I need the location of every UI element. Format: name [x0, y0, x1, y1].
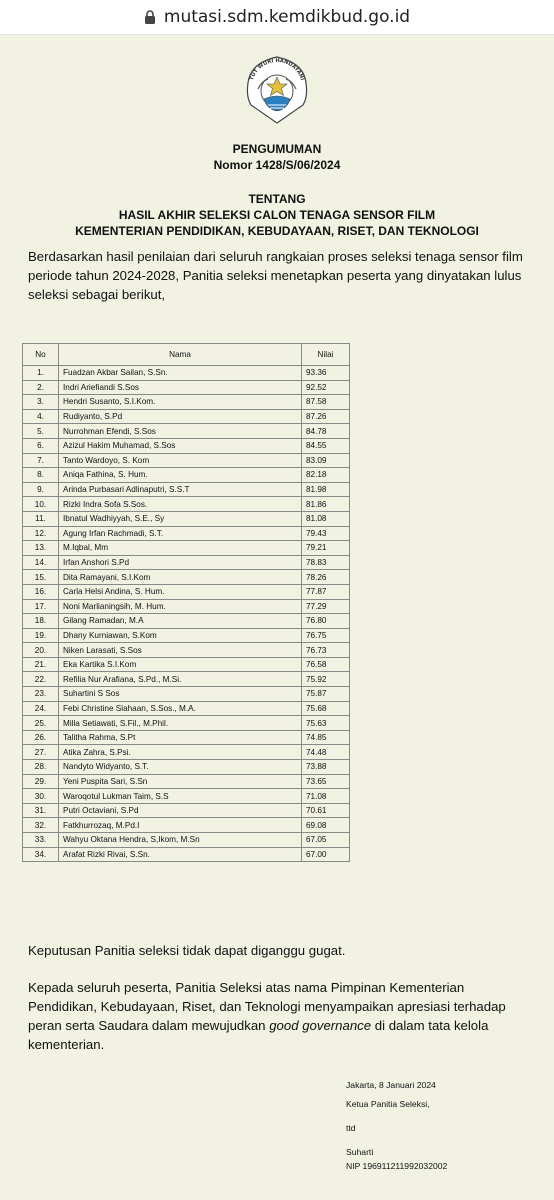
signature-place-date: Jakarta, 8 Januari 2024: [346, 1080, 436, 1090]
intro-paragraph: [28, 247, 528, 304]
table-row: [23, 760, 350, 775]
row-nama: Carla Helsi Andina, S. Hum.: [59, 584, 302, 599]
results-table-body: [23, 366, 350, 862]
row-nama: Dita Ramayani, S.I.Kom: [59, 570, 302, 585]
table-row: [23, 438, 350, 453]
table-header-row: [23, 344, 350, 366]
table-row: [23, 643, 350, 658]
row-no: 33.: [23, 833, 59, 848]
announcement-document: [0, 35, 554, 1200]
table-row: [23, 716, 350, 731]
row-nama: Suhartini S Sos: [59, 687, 302, 702]
row-no: 19.: [23, 628, 59, 643]
row-no: 30.: [23, 789, 59, 804]
announcement-title: PENGUMUMAN: [232, 142, 322, 156]
closing-line-3-start: peran serta Saudara dalam mewujudkan: [28, 1018, 270, 1033]
table-row: [23, 730, 350, 745]
row-nama: Rudiyanto, S.Pd: [59, 409, 302, 424]
row-nama: Refilia Nur Arafiana, S.Pd., M.Si.: [59, 672, 302, 687]
row-nilai: 92.52: [302, 380, 350, 395]
row-no: 2.: [23, 380, 59, 395]
row-no: 4.: [23, 409, 59, 424]
table-row: [23, 847, 350, 862]
table-row: [23, 526, 350, 541]
row-nilai: 73.65: [302, 774, 350, 789]
header-nilai: Nilai: [302, 344, 350, 366]
row-nama: Agung Irfan Rachmadi, S.T.: [59, 526, 302, 541]
row-nilai: 77.87: [302, 584, 350, 599]
row-no: 27.: [23, 745, 59, 760]
signature-name: Suharti: [346, 1147, 374, 1157]
table-row: [23, 380, 350, 395]
row-nama: Azizul Hakim Muhamad, S.Sos: [59, 438, 302, 453]
row-nama: Febi Christine Siahaan, S.Sos., M.A.: [59, 701, 302, 716]
row-nilai: 71.08: [302, 789, 350, 804]
url-text: mutasi.sdm.kemdikbud.go.id: [163, 7, 411, 27]
row-nama: Noni Marlianingsih, M. Hum.: [59, 599, 302, 614]
row-nilai: 75.68: [302, 701, 350, 716]
row-nilai: 77.29: [302, 599, 350, 614]
table-row: [23, 395, 350, 410]
row-no: 1.: [23, 366, 59, 381]
row-no: 29.: [23, 774, 59, 789]
row-nama: Niken Larasati, S.Sos: [59, 643, 302, 658]
table-row: [23, 701, 350, 716]
intro-line-1: Berdasarkan hasil penilaian dari seluruh rangkaian proses seleksi tenaga sensor film: [28, 249, 523, 264]
row-nama: Rizki Indra Sofa S.Sos.: [59, 497, 302, 512]
row-nilai: 75.92: [302, 672, 350, 687]
row-nama: Talitha Rahma, S.Pt: [59, 730, 302, 745]
row-no: 7.: [23, 453, 59, 468]
row-no: 26.: [23, 730, 59, 745]
closing-line-2: Pendidikan, Kebudayaan, Riset, dan Teknologi menyampaikan apresiasi terhadap: [28, 999, 506, 1014]
lock-icon: [144, 10, 156, 24]
table-row: [23, 745, 350, 760]
subject-block: [0, 191, 554, 239]
closing-line-3: [28, 1016, 528, 1035]
table-row: [23, 803, 350, 818]
row-no: 11.: [23, 511, 59, 526]
table-row: [23, 833, 350, 848]
good-governance-italic: good governance: [269, 1018, 372, 1033]
row-nilai: 74.85: [302, 730, 350, 745]
table-row: [23, 497, 350, 512]
row-nilai: 75.87: [302, 687, 350, 702]
row-nilai: 84.78: [302, 424, 350, 439]
row-nilai: 93.36: [302, 366, 350, 381]
row-no: 3.: [23, 395, 59, 410]
table-row: [23, 541, 350, 556]
table-row: [23, 570, 350, 585]
row-no: 31.: [23, 803, 59, 818]
row-nama: M.Iqbal, Mm: [59, 541, 302, 556]
row-no: 20.: [23, 643, 59, 658]
row-no: 12.: [23, 526, 59, 541]
row-no: 32.: [23, 818, 59, 833]
row-nilai: 81.86: [302, 497, 350, 512]
row-nilai: 87.58: [302, 395, 350, 410]
row-nilai: 81.98: [302, 482, 350, 497]
table-row: [23, 599, 350, 614]
row-nilai: 76.75: [302, 628, 350, 643]
table-row: [23, 584, 350, 599]
row-no: 21.: [23, 657, 59, 672]
table-row: [23, 424, 350, 439]
row-no: 9.: [23, 482, 59, 497]
logo-text: TUT WURI HANDAYANI: [249, 57, 305, 82]
row-nama: Nurrohman Efendi, S.Sos: [59, 424, 302, 439]
closing-line-4: kementerian.: [28, 1037, 105, 1052]
row-nilai: 82.18: [302, 468, 350, 483]
row-nilai: 74.48: [302, 745, 350, 760]
row-nama: Milla Setiawati, S.Fil., M.Phil.: [59, 716, 302, 731]
row-nama: Yeni Puspita Sari, S.Sn: [59, 774, 302, 789]
table-row: [23, 555, 350, 570]
intro-line-2: periode tahun 2024-2028, Panitia seleksi menetapkan peserta yang dinyatakan lulus: [28, 268, 522, 283]
row-nilai: 76.58: [302, 657, 350, 672]
row-nama: Nandyto Widyanto, S.T.: [59, 760, 302, 775]
row-nilai: 75.63: [302, 716, 350, 731]
row-no: 34.: [23, 847, 59, 862]
row-nama: Gilang Ramadan, M.A: [59, 614, 302, 629]
row-no: 5.: [23, 424, 59, 439]
row-nilai: 79.43: [302, 526, 350, 541]
row-nama: Indri Ariefiandi S.Sos: [59, 380, 302, 395]
header-no: No: [23, 344, 59, 366]
row-nilai: 83.09: [302, 453, 350, 468]
closing-line-3-end: di dalam tata kelola: [371, 1018, 489, 1033]
row-nilai: 78.26: [302, 570, 350, 585]
row-nama: Ibnatul Wadhiyyah, S.E., Sy: [59, 511, 302, 526]
row-nama: Putri Octaviani, S.Pd: [59, 803, 302, 818]
row-no: 22.: [23, 672, 59, 687]
table-row: [23, 453, 350, 468]
table-row: [23, 409, 350, 424]
row-nama: Tanto Wardoyo, S. Kom: [59, 453, 302, 468]
row-nama: Dhany Kurniawan, S.Kom: [59, 628, 302, 643]
row-no: 25.: [23, 716, 59, 731]
row-no: 10.: [23, 497, 59, 512]
row-no: 18.: [23, 614, 59, 629]
row-nilai: 79.21: [302, 541, 350, 556]
closing-line-1: Kepada seluruh peserta, Panitia Seleksi atas nama Pimpinan Kementerian: [28, 980, 465, 995]
row-nilai: 81.08: [302, 511, 350, 526]
table-row: [23, 366, 350, 381]
row-nilai: 67.05: [302, 833, 350, 848]
row-no: 8.: [23, 468, 59, 483]
row-nama: Aniqa Fathina, S. Hum.: [59, 468, 302, 483]
row-nama: Hendri Susanto, S.I.Kom.: [59, 395, 302, 410]
decision-paragraph: Keputusan Panitia seleksi tidak dapat diganggu gugat.: [28, 943, 346, 958]
table-row: [23, 687, 350, 702]
table-row: [23, 774, 350, 789]
row-no: 13.: [23, 541, 59, 556]
row-nama: Fuadzan Akbar Sailan, S.Sn.: [59, 366, 302, 381]
table-row: [23, 468, 350, 483]
header-nama: Nama: [59, 344, 302, 366]
intro-line-3: seleksi sebagai berikut,: [28, 287, 166, 302]
row-nilai: 76.73: [302, 643, 350, 658]
row-no: 17.: [23, 599, 59, 614]
row-nama: Fatkhurrozaq, M.Pd.I: [59, 818, 302, 833]
closing-paragraph: [28, 978, 528, 1054]
row-nilai: 76.80: [302, 614, 350, 629]
row-nama: Arafat Rizki Rivai, S.Sn.: [59, 847, 302, 862]
announcement-title-block: [0, 141, 554, 173]
table-row: [23, 672, 350, 687]
table-row: [23, 511, 350, 526]
signature-nip: NIP 196911211992032002: [346, 1161, 448, 1171]
row-nilai: 87.26: [302, 409, 350, 424]
announcement-number: Nomor 1428/S/06/2024: [213, 158, 341, 172]
table-row: [23, 628, 350, 643]
row-nilai: 84.55: [302, 438, 350, 453]
row-nama: Wahyu Oktana Hendra, S,Ikom, M.Sn: [59, 833, 302, 848]
subject-line-1: HASIL AKHIR SELEKSI CALON TENAGA SENSOR FILM: [118, 208, 436, 222]
signature-ttd: ttd: [346, 1123, 356, 1133]
results-table: [22, 343, 350, 862]
row-nilai: 73.88: [302, 760, 350, 775]
row-nama: Atika Zahra, S.Psi.: [59, 745, 302, 760]
row-nilai: 70.61: [302, 803, 350, 818]
table-row: [23, 657, 350, 672]
row-no: 23.: [23, 687, 59, 702]
subject-about: TENTANG: [248, 192, 306, 206]
table-row: [23, 482, 350, 497]
row-no: 14.: [23, 555, 59, 570]
table-row: [23, 614, 350, 629]
row-nama: Eka Kartika S.I.Kom: [59, 657, 302, 672]
row-no: 16.: [23, 584, 59, 599]
row-nama: Irfan Anshori S.Pd: [59, 555, 302, 570]
subject-line-2: KEMENTERIAN PENDIDIKAN, KEBUDAYAAN, RISET, DAN TEKNOLOGI: [75, 224, 479, 238]
table-row: [23, 818, 350, 833]
address-bar[interactable]: [0, 0, 554, 35]
row-nilai: 78.83: [302, 555, 350, 570]
row-nilai: 69.08: [302, 818, 350, 833]
row-no: 15.: [23, 570, 59, 585]
signature-role: Ketua Panitia Seleksi,: [346, 1099, 430, 1109]
row-no: 6.: [23, 438, 59, 453]
row-no: 28.: [23, 760, 59, 775]
row-nilai: 67.00: [302, 847, 350, 862]
kemdikbud-logo-icon: [242, 53, 312, 125]
table-row: [23, 789, 350, 804]
row-nama: Waroqotul Lukman Taim, S.S: [59, 789, 302, 804]
row-nama: Arinda Purbasari Adlinaputri, S.S.T: [59, 482, 302, 497]
row-no: 24.: [23, 701, 59, 716]
